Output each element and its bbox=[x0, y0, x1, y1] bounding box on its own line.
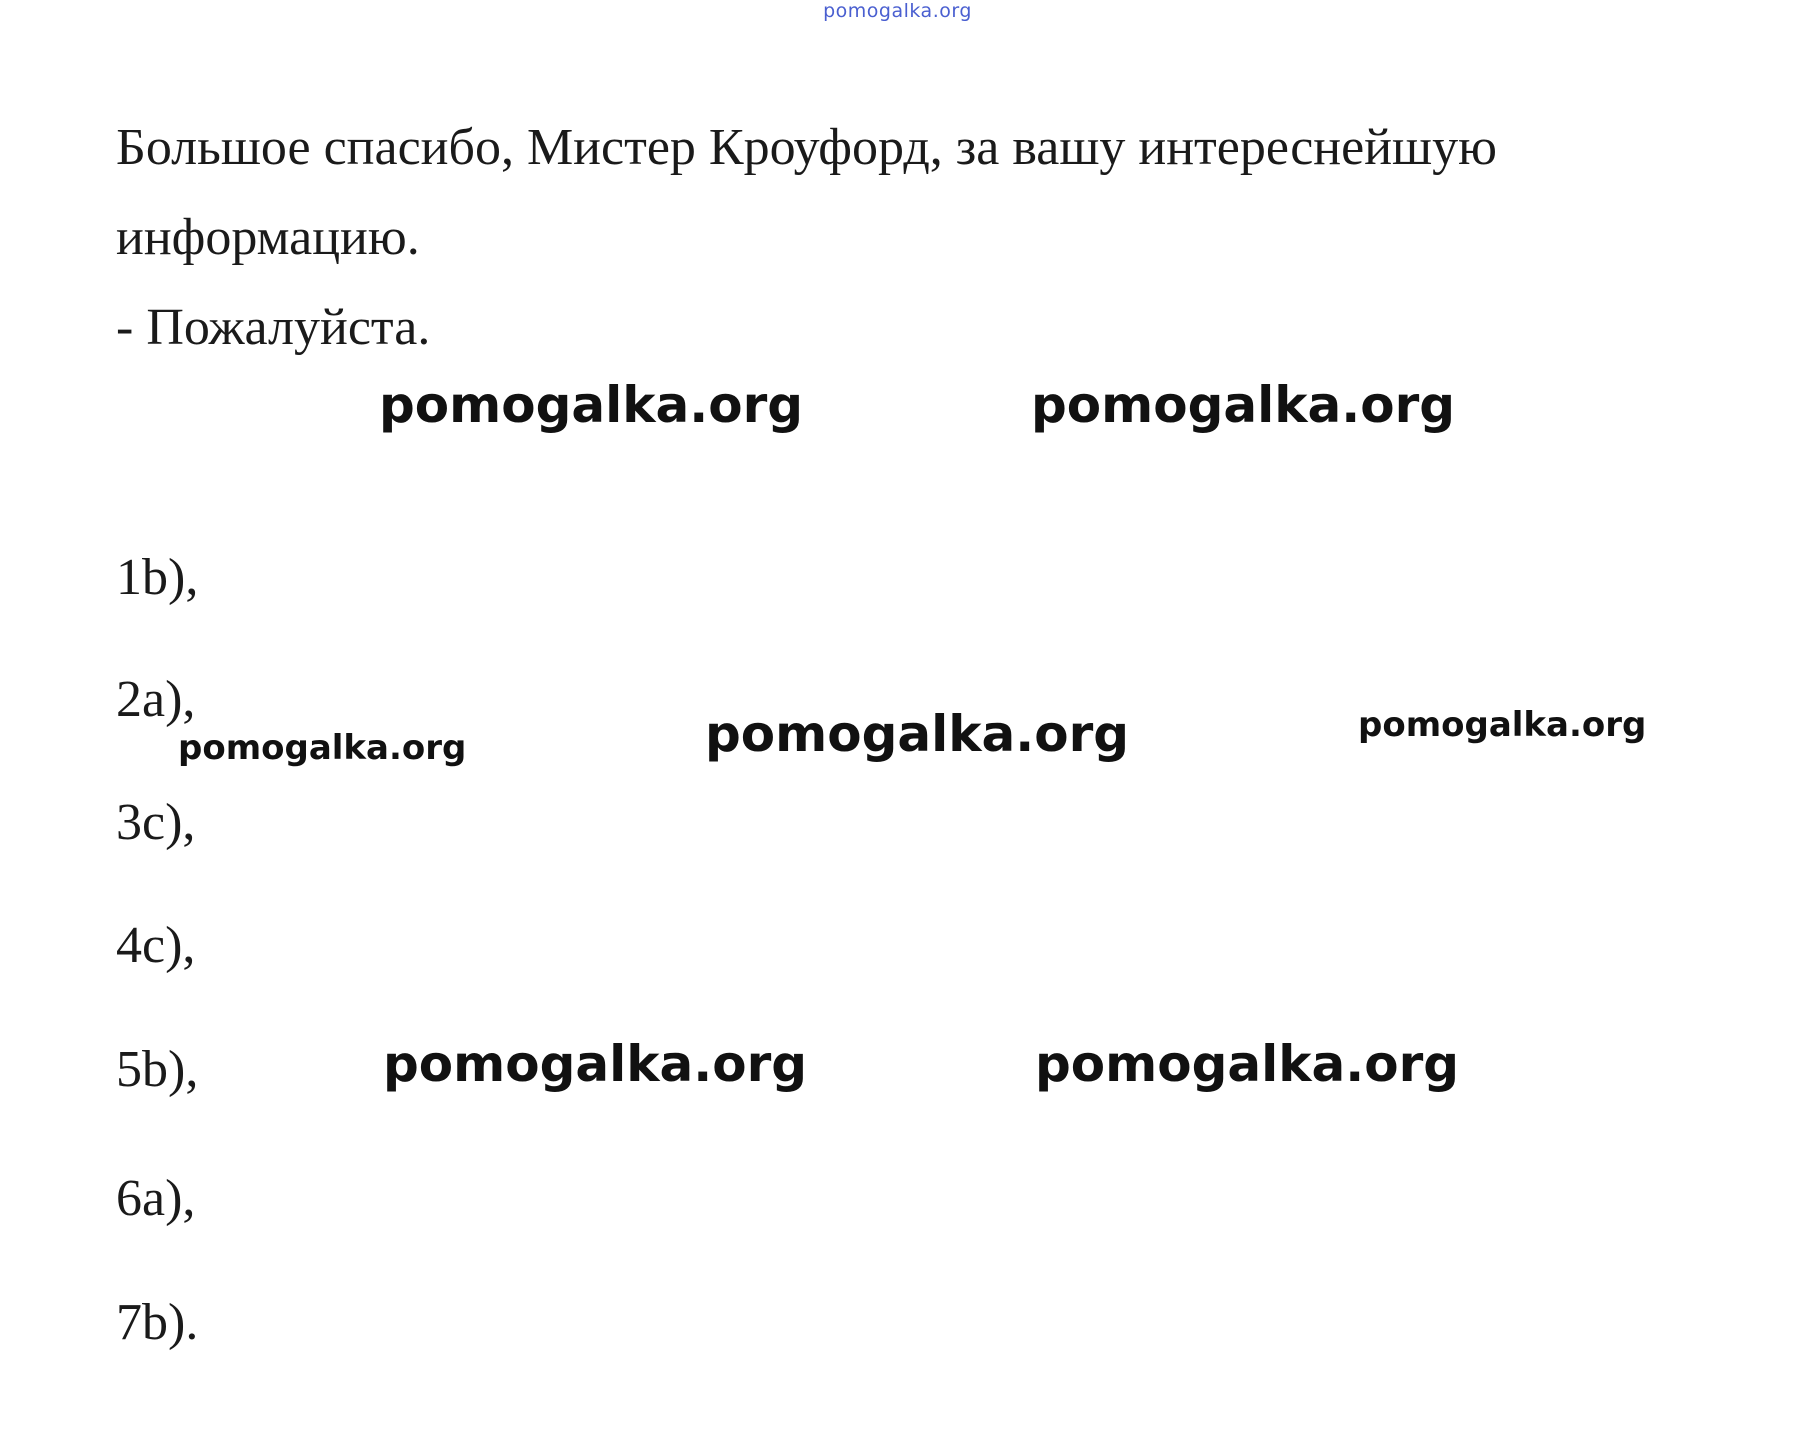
watermark: pomogalka.org bbox=[1358, 705, 1647, 745]
answer-5: 5b), bbox=[116, 1041, 199, 1098]
answer-6: 6a), bbox=[116, 1170, 196, 1227]
answer-2: 2a), bbox=[116, 671, 196, 728]
answer-3: 3c), bbox=[116, 794, 196, 851]
top-watermark: pomogalka.org bbox=[823, 0, 972, 22]
answer-1: 1b), bbox=[116, 549, 199, 606]
watermark: pomogalka.org bbox=[178, 728, 467, 768]
watermark: pomogalka.org bbox=[1035, 1035, 1460, 1093]
text-line-3: - Пожалуйста. bbox=[116, 299, 431, 356]
watermark: pomogalka.org bbox=[383, 1035, 808, 1093]
answer-7: 7b). bbox=[116, 1294, 199, 1351]
watermark: pomogalka.org bbox=[379, 376, 804, 434]
answer-4: 4c), bbox=[116, 917, 196, 974]
watermark: pomogalka.org bbox=[1031, 376, 1456, 434]
watermark: pomogalka.org bbox=[705, 705, 1130, 763]
text-line-2: информацию. bbox=[116, 209, 420, 266]
text-line-1: Большое спасибо, Мистер Кроуфорд, за вашу интереснейшую bbox=[116, 119, 1497, 176]
